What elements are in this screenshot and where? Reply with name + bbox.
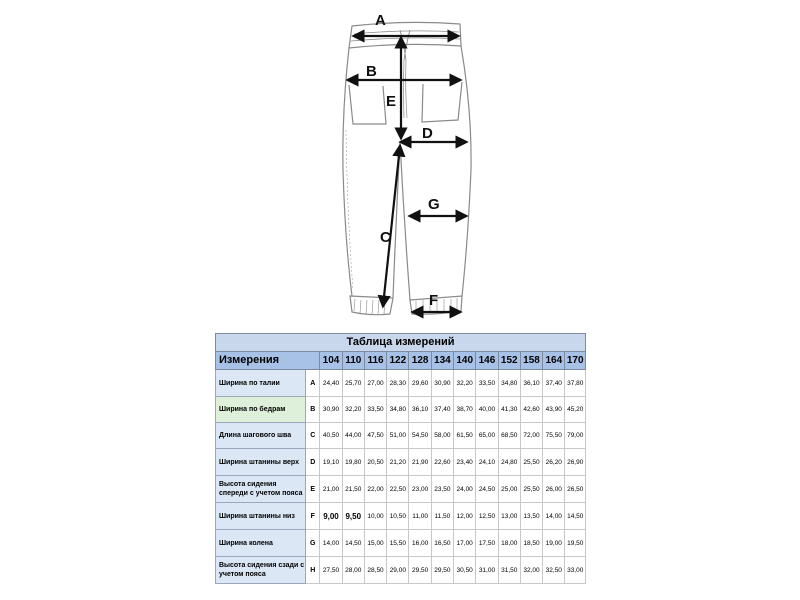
measurement-value: 21,90 <box>409 449 431 476</box>
measurement-value: 26,20 <box>543 449 565 476</box>
measurement-value: 51,00 <box>387 423 409 449</box>
measurement-value: 10,50 <box>387 503 409 530</box>
measurement-value: 42,60 <box>520 397 542 423</box>
measurement-value: 24,40 <box>320 370 342 397</box>
measurement-name: Ширина по талии <box>216 370 306 397</box>
dim-label-d: D <box>422 125 433 142</box>
measurement-value: 44,00 <box>342 423 364 449</box>
table-row <box>216 397 586 423</box>
size-header-row <box>216 352 586 370</box>
measurement-value: 24,80 <box>498 449 520 476</box>
size-header-152: 152 <box>498 352 520 370</box>
measurement-value: 15,00 <box>364 530 386 557</box>
measurement-value: 21,20 <box>387 449 409 476</box>
measurement-value: 24,50 <box>476 476 498 503</box>
table-title: Таблица измерений <box>216 334 586 352</box>
measurement-code: D <box>306 449 320 476</box>
measurement-value: 16,00 <box>409 530 431 557</box>
measurement-value: 37,40 <box>543 370 565 397</box>
measurement-value: 13,50 <box>520 503 542 530</box>
measurement-value: 43,90 <box>543 397 565 423</box>
measure-line-c <box>383 146 400 306</box>
measurement-value: 40,00 <box>476 397 498 423</box>
measurements-header: Измерения <box>216 352 320 370</box>
measurement-value: 58,00 <box>431 423 453 449</box>
measurement-value: 18,50 <box>520 530 542 557</box>
measurement-value: 36,10 <box>520 370 542 397</box>
measurement-name: Ширина штанины верх <box>216 449 306 476</box>
table-row <box>216 557 586 584</box>
measurement-value: 25,00 <box>498 476 520 503</box>
measurement-value: 23,40 <box>454 449 476 476</box>
measurement-value: 14,50 <box>342 530 364 557</box>
dim-label-f: F <box>429 292 439 309</box>
measurement-value: 33,50 <box>364 397 386 423</box>
size-table-container <box>215 333 586 578</box>
measurement-code: E <box>306 476 320 503</box>
measurement-value: 14,00 <box>320 530 342 557</box>
measurement-value: 9,00 <box>320 503 342 530</box>
measurement-value: 9,50 <box>342 503 364 530</box>
measurement-value: 75,50 <box>543 423 565 449</box>
measurement-value: 16,50 <box>431 530 453 557</box>
measurement-name: Высота сидения спереди с учетом пояса <box>216 476 306 503</box>
measurement-name: Ширина колена <box>216 530 306 557</box>
measurement-value: 22,00 <box>364 476 386 503</box>
measurement-value: 27,00 <box>364 370 386 397</box>
measurement-value: 28,00 <box>342 557 364 584</box>
measurement-value: 33,00 <box>565 557 586 584</box>
measurement-value: 28,30 <box>387 370 409 397</box>
size-header-122: 122 <box>387 352 409 370</box>
measurement-value: 38,70 <box>454 397 476 423</box>
size-header-128: 128 <box>409 352 431 370</box>
size-table-body <box>216 370 586 584</box>
measurement-value: 12,00 <box>454 503 476 530</box>
measurement-value: 30,50 <box>454 557 476 584</box>
measurement-name: Высота сидения сзади с учетом пояса <box>216 557 306 584</box>
size-header-146: 146 <box>476 352 498 370</box>
measurement-code: F <box>306 503 320 530</box>
measurement-value: 19,10 <box>320 449 342 476</box>
measurement-value: 17,50 <box>476 530 498 557</box>
measurement-name: Длина шагового шва <box>216 423 306 449</box>
measurement-value: 19,50 <box>565 530 586 557</box>
measurement-value: 37,80 <box>565 370 586 397</box>
measurement-value: 32,00 <box>520 557 542 584</box>
measurement-value: 28,50 <box>364 557 386 584</box>
measurement-value: 15,50 <box>387 530 409 557</box>
measurement-value: 41,30 <box>498 397 520 423</box>
measurement-value: 32,20 <box>454 370 476 397</box>
measurement-value: 21,50 <box>342 476 364 503</box>
measurement-code: C <box>306 423 320 449</box>
measurement-value: 40,50 <box>320 423 342 449</box>
size-table <box>215 333 586 584</box>
measurement-value: 24,10 <box>476 449 498 476</box>
measurement-value: 13,00 <box>498 503 520 530</box>
measurement-value: 17,00 <box>454 530 476 557</box>
dim-label-b: B <box>366 63 377 80</box>
measurement-value: 54,50 <box>409 423 431 449</box>
measurement-value: 31,50 <box>498 557 520 584</box>
measurement-value: 29,60 <box>409 370 431 397</box>
pants-outline <box>343 22 471 314</box>
measurement-value: 26,90 <box>565 449 586 476</box>
measurement-value: 14,00 <box>543 503 565 530</box>
table-row <box>216 503 586 530</box>
measurement-value: 26,50 <box>565 476 586 503</box>
measurement-value: 22,60 <box>431 449 453 476</box>
measurement-value: 29,50 <box>409 557 431 584</box>
size-header-158: 158 <box>520 352 542 370</box>
measurement-value: 36,10 <box>409 397 431 423</box>
size-header-140: 140 <box>454 352 476 370</box>
measurement-value: 27,50 <box>320 557 342 584</box>
dim-label-a: A <box>375 12 386 29</box>
measurement-value: 37,40 <box>431 397 453 423</box>
measurement-name: Ширина штанины низ <box>216 503 306 530</box>
measurement-code: A <box>306 370 320 397</box>
measurement-value: 32,20 <box>342 397 364 423</box>
measurement-value: 72,00 <box>520 423 542 449</box>
dimension-labels <box>366 12 440 309</box>
measurement-value: 23,50 <box>431 476 453 503</box>
size-header-110: 110 <box>342 352 364 370</box>
measurement-value: 19,00 <box>543 530 565 557</box>
measurement-value: 12,50 <box>476 503 498 530</box>
measurement-value: 68,50 <box>498 423 520 449</box>
measurement-value: 31,00 <box>476 557 498 584</box>
measurement-value: 10,00 <box>364 503 386 530</box>
measurement-value: 14,50 <box>565 503 586 530</box>
measurement-value: 25,50 <box>520 476 542 503</box>
measurement-value: 19,80 <box>342 449 364 476</box>
table-row <box>216 370 586 397</box>
measurement-code: H <box>306 557 320 584</box>
dim-label-g: G <box>428 196 440 213</box>
measurement-value: 11,00 <box>409 503 431 530</box>
measurement-value: 25,70 <box>342 370 364 397</box>
size-header-170: 170 <box>565 352 586 370</box>
measurement-value: 11,50 <box>431 503 453 530</box>
measurement-value: 21,00 <box>320 476 342 503</box>
measurement-value: 34,80 <box>498 370 520 397</box>
measurement-value: 29,50 <box>431 557 453 584</box>
size-header-104: 104 <box>320 352 342 370</box>
measurement-value: 32,50 <box>543 557 565 584</box>
measurement-value: 47,50 <box>364 423 386 449</box>
measurement-name: Ширина по бедрам <box>216 397 306 423</box>
dim-label-e: E <box>386 93 397 110</box>
measurement-value: 26,00 <box>543 476 565 503</box>
size-header-164: 164 <box>543 352 565 370</box>
measurement-value: 30,90 <box>431 370 453 397</box>
measurement-value: 45,20 <box>565 397 586 423</box>
dim-label-c: C <box>380 229 391 246</box>
measurement-value: 18,00 <box>498 530 520 557</box>
measurement-code: B <box>306 397 320 423</box>
measurement-value: 24,00 <box>454 476 476 503</box>
measurement-value: 22,50 <box>387 476 409 503</box>
measurement-value: 23,00 <box>409 476 431 503</box>
measurement-value: 25,50 <box>520 449 542 476</box>
measurement-value: 29,00 <box>387 557 409 584</box>
measurement-value: 30,90 <box>320 397 342 423</box>
measurement-value: 79,00 <box>565 423 586 449</box>
table-row <box>216 530 586 557</box>
table-row <box>216 476 586 503</box>
size-header-134: 134 <box>431 352 453 370</box>
measurement-value: 33,50 <box>476 370 498 397</box>
size-header-116: 116 <box>364 352 386 370</box>
table-row <box>216 423 586 449</box>
measurement-value: 20,50 <box>364 449 386 476</box>
measurement-value: 34,80 <box>387 397 409 423</box>
measurement-value: 61,50 <box>454 423 476 449</box>
measurement-value: 65,00 <box>476 423 498 449</box>
measurement-code: G <box>306 530 320 557</box>
table-row <box>216 449 586 476</box>
